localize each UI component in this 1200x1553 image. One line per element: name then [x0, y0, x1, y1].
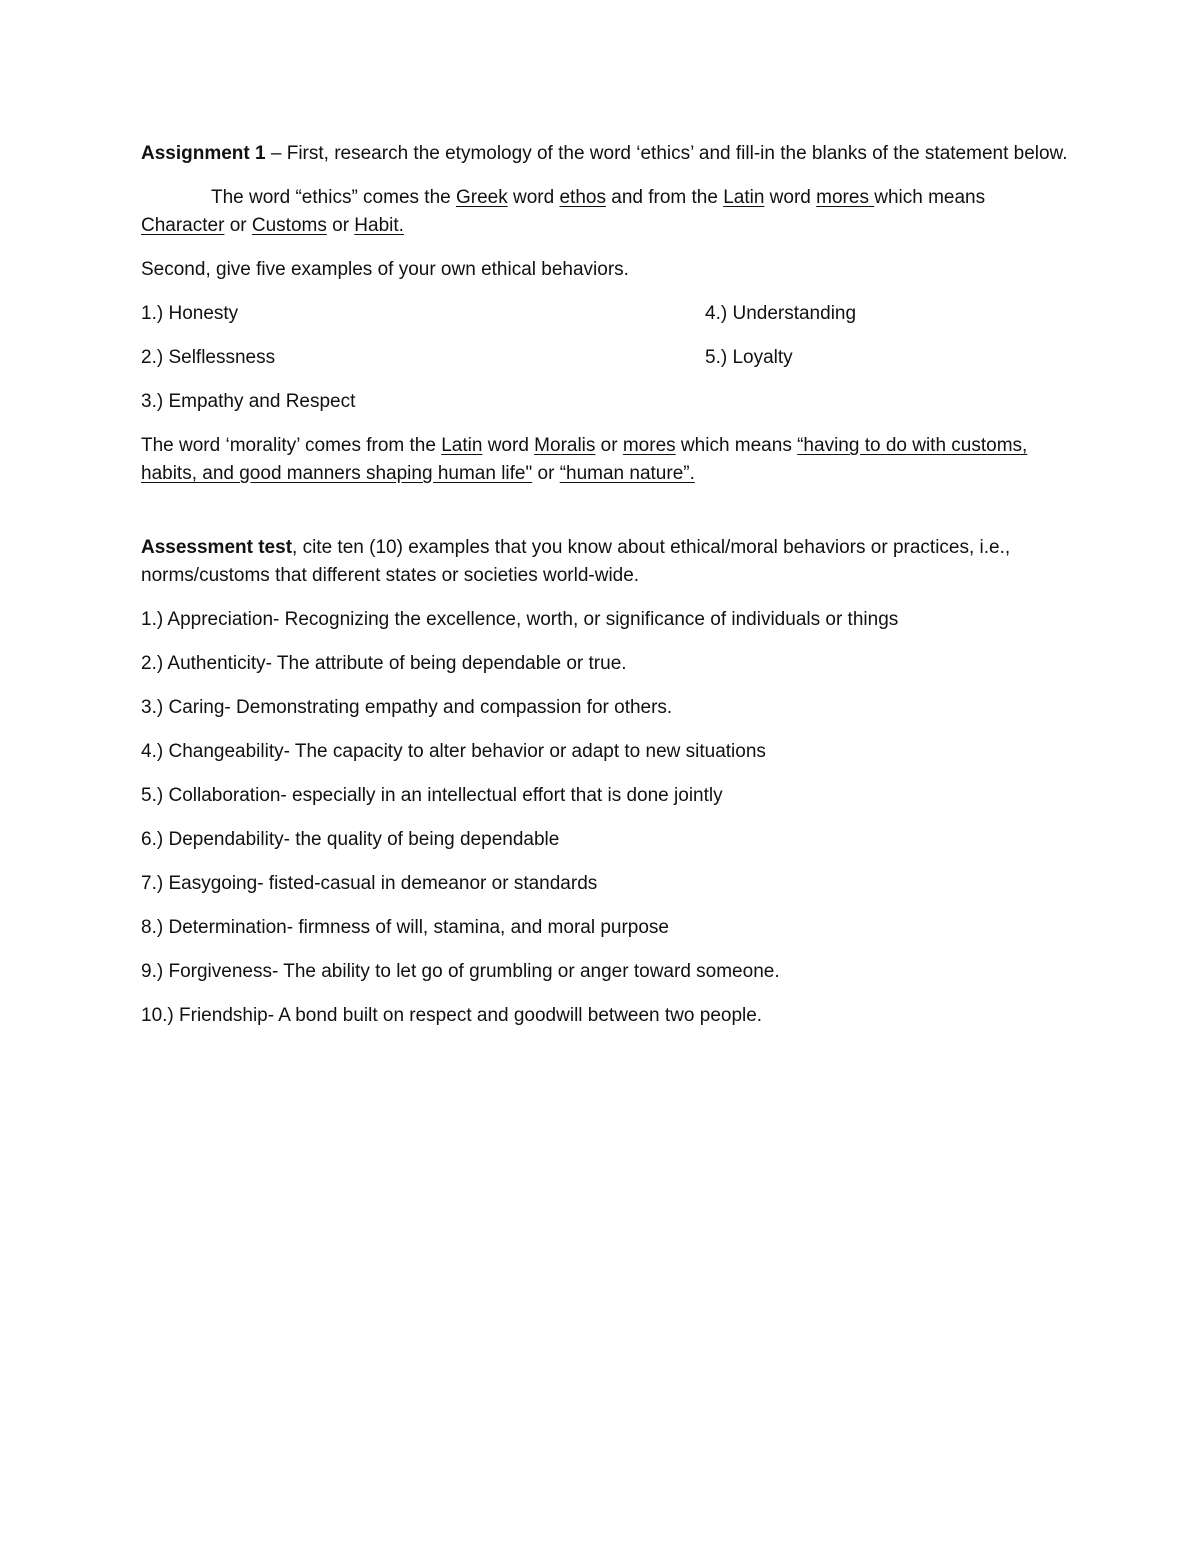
behavior-row-3	[141, 388, 1071, 416]
item-number: 9.)	[141, 961, 164, 982]
second-prompt: Second, give five examples of your own ethical behaviors.	[141, 259, 629, 280]
item-number: 5.)	[705, 347, 728, 368]
answer-customs: Customs	[251, 215, 327, 236]
item-text: Honesty	[163, 303, 239, 324]
item-text: Caring- Demonstrating empathy and compassion for others.	[163, 697, 673, 718]
item-text: Dependability- the quality of being dependable	[163, 829, 560, 850]
list-item	[141, 738, 1071, 766]
list-item	[141, 1002, 1071, 1030]
item-number: 4.)	[705, 303, 728, 324]
list-item	[705, 300, 856, 328]
list-item	[141, 388, 705, 416]
list-item	[705, 344, 793, 372]
item-text: Loyalty	[727, 347, 793, 368]
answer-mores: mores	[816, 187, 875, 208]
list-item	[141, 606, 1071, 634]
assessment-paragraph	[141, 534, 1071, 590]
item-number: 1.)	[141, 609, 164, 630]
list-item	[141, 782, 1071, 810]
item-text: Selflessness	[163, 347, 276, 368]
list-item	[141, 914, 1071, 942]
document-body	[141, 140, 1071, 1046]
item-number: 3.)	[141, 391, 164, 412]
answer-moralis: Moralis	[534, 435, 596, 456]
item-text: Easygoing- fisted-casual in demeanor or standards	[163, 873, 598, 894]
ethics-text-3: and from the	[605, 187, 724, 208]
morality-text-2: word	[482, 435, 535, 456]
answer-character: Character	[141, 215, 225, 236]
ethics-text-4: word	[764, 187, 817, 208]
item-text: Collaboration- especially in an intellectual effort that is done jointly	[163, 785, 723, 806]
answer-ethos: ethos	[559, 187, 606, 208]
assessment-label: Assessment test	[141, 537, 293, 558]
item-number: 2.)	[141, 653, 164, 674]
assignment-paragraph	[141, 140, 1071, 168]
item-text: Appreciation- Recognizing the excellence, worth, or significance of individuals or things	[163, 609, 899, 630]
item-text: Changeability- The capacity to alter behavior or adapt to new situations	[163, 741, 766, 762]
ethics-text-6: or	[224, 215, 252, 236]
behavior-row-1	[141, 300, 1071, 328]
answer-meaning-2: “human nature”.	[559, 463, 695, 484]
assessment-instruction: , cite ten (10) examples that you know about ethical/moral behaviors or practices, i.e., norms/customs that different states or societies world-wide.	[141, 537, 1011, 586]
list-item	[141, 300, 705, 328]
ethics-text-1: The word “ethics” comes the	[211, 187, 456, 208]
ethics-statement	[141, 184, 1071, 240]
item-number: 1.)	[141, 303, 164, 324]
item-text: Forgiveness- The ability to let go of grumbling or anger toward someone.	[163, 961, 780, 982]
ethics-text-7: or	[326, 215, 355, 236]
item-number: 8.)	[141, 917, 164, 938]
item-number: 2.)	[141, 347, 164, 368]
assignment-instruction: – First, research the etymology of the word ‘ethics’ and fill-in the blanks of the statement below.	[265, 143, 1068, 164]
ethics-text-5: which means	[874, 187, 986, 208]
answer-greek: Greek	[455, 187, 508, 208]
answer-meaning-1: “having to do with customs, habits, and good manners shaping human life"	[141, 435, 1028, 484]
section-spacer	[141, 488, 1071, 534]
list-item	[141, 694, 1071, 722]
list-item	[141, 958, 1071, 986]
assignment-label: Assignment 1	[141, 143, 266, 164]
item-number: 5.)	[141, 785, 164, 806]
list-item	[141, 650, 1071, 678]
item-number: 4.)	[141, 741, 164, 762]
item-text: Understanding	[727, 303, 857, 324]
answer-mores-2: mores	[622, 435, 676, 456]
item-text: Authenticity- The attribute of being dependable or true.	[163, 653, 627, 674]
morality-text-5: or	[532, 463, 560, 484]
item-text: Empathy and Respect	[163, 391, 356, 412]
item-text: Friendship- A bond built on respect and goodwill between two people.	[173, 1005, 763, 1026]
item-number: 6.)	[141, 829, 164, 850]
answer-habit: Habit.	[354, 215, 404, 236]
item-text: Determination- firmness of will, stamina, and moral purpose	[163, 917, 669, 938]
behavior-row-2	[141, 344, 1071, 372]
morality-statement	[141, 432, 1071, 488]
answer-latin-2: Latin	[441, 435, 483, 456]
item-number: 10.)	[141, 1005, 174, 1026]
list-item	[141, 826, 1071, 854]
list-item	[141, 344, 705, 372]
morality-text-1: The word ‘morality’ comes from the	[141, 435, 442, 456]
item-number: 7.)	[141, 873, 164, 894]
item-number: 3.)	[141, 697, 164, 718]
ethics-text-2: word	[507, 187, 560, 208]
list-item	[141, 870, 1071, 898]
answer-latin: Latin	[723, 187, 765, 208]
morality-text-3: or	[595, 435, 623, 456]
morality-text-4: which means	[675, 435, 798, 456]
